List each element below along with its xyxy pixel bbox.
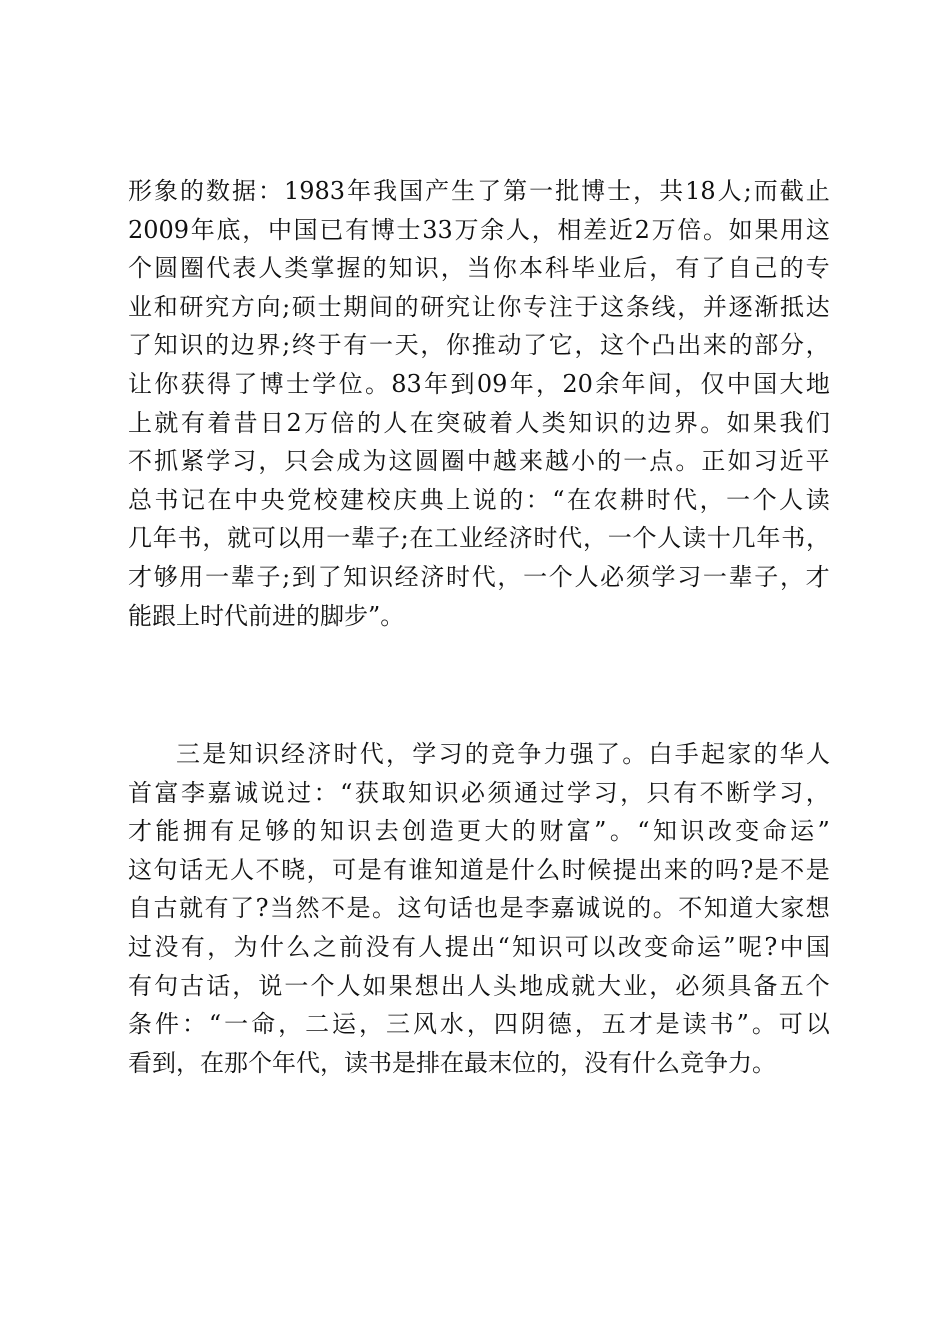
text-line: 这 句 话 无 人 不 晓 ， 可 是 有 谁 知 道 是 什 么 时 候 提 出 来 的 吗 ? 是 不 是 [128, 855, 830, 884]
text-line: 不 抓 紧 学 习 ， 只 会 成 为 这 圆 圈 中 越 来 越 小 的 一 点 。 正 如 习 近 平 [128, 447, 830, 476]
text-line: 几 年 书 ， 就 可 以 用 一 辈 子 ; 在 工 业 经 济 时 代 ， 一 个 人 读 十 几 年 书 ， [128, 524, 830, 553]
text-line: 上 就 有 着 昔 日 2 万 倍 的 人 在 突 破 着 人 类 知 识 的 边 界 。 如 果 我 们 [128, 408, 830, 437]
text-line: 能跟上时代前进的脚步”。 [128, 601, 405, 630]
text-line: 三 是 知 识 经 济 时 代 ， 学 习 的 竞 争 力 强 了 。 白 手 起 家 的 华 人 [176, 740, 830, 768]
paragraph-2 [128, 735, 830, 1082]
text-line: 过 没 有 ， 为 什 么 之 前 没 有 人 提 出 “ 知 识 可 以 改 变 命 运 ” 呢 ? 中 国 [128, 932, 830, 961]
text-line: 自 古 就 有 了 ? 当 然 不 是 。 这 句 话 也 是 李 嘉 诚 说 的 。 不 知 道 大 家 想 [128, 894, 830, 923]
text-line: 有 句 古 话 ， 说 一 个 人 如 果 想 出 人 头 地 成 就 大 业 ， 必 须 具 备 五 个 [128, 971, 830, 1000]
text-line: 2009 年 底 ， 中 国 已 有 博 士 33 万 余 人 ， 相 差 近 2 万 倍 。 如 果 用 这 [128, 215, 830, 244]
text-line: 看到，在那个年代，读书是排在最末位的，没有什么竞争力。 [128, 1048, 776, 1077]
text-line: 才 够 用 一 辈 子 ; 到 了 知 识 经 济 时 代 ， 一 个 人 必 须 学 习 一 辈 子 ， 才 [128, 562, 830, 591]
text-line: 首 富 李 嘉 诚 说 过 ： “ 获 取 知 识 必 须 通 过 学 习 ， 只 有 不 断 学 习 ， [128, 778, 830, 807]
text-line: 个 圆 圈 代 表 人 类 掌 握 的 知 识 ， 当 你 本 科 毕 业 后 ， 有 了 自 己 的 专 [128, 254, 830, 283]
text-line: 条 件 ： “ 一 命 ， 二 运 ， 三 风 水 ， 四 阴 德 ， 五 才 是 读 书 ” 。 可 以 [128, 1010, 830, 1039]
text-line: 才 能 拥 有 足 够 的 知 识 去 创 造 更 大 的 财 富 ” 。 “ 知 识 改 变 命 运 ” [128, 817, 830, 846]
text-line: 总 书 记 在 中 央 党 校 建 校 庆 典 上 说 的 ： “ 在 农 耕 时 代 ， 一 个 人 读 [128, 485, 830, 514]
paragraph-1 [128, 172, 830, 635]
text-line: 了 知 识 的 边 界 ; 终 于 有 一 天 ， 你 推 动 了 它 ， 这 个 凸 出 来 的 部 分 ， [128, 331, 830, 360]
text-line: 形 象 的 数 据 ： 1983 年 我 国 产 生 了 第 一 批 博 士 ， 共 18 人 ; 而 截 止 [128, 177, 830, 205]
text-line: 让 你 获 得 了 博 士 学 位 。 83 年 到 09 年 ， 20 余 年 间 ， 仅 中 国 大 地 [128, 369, 830, 398]
text-line: 业 和 研 究 方 向 ; 硕 士 期 间 的 研 究 让 你 专 注 于 这 条 线 ， 并 逐 渐 抵 达 [128, 292, 830, 321]
